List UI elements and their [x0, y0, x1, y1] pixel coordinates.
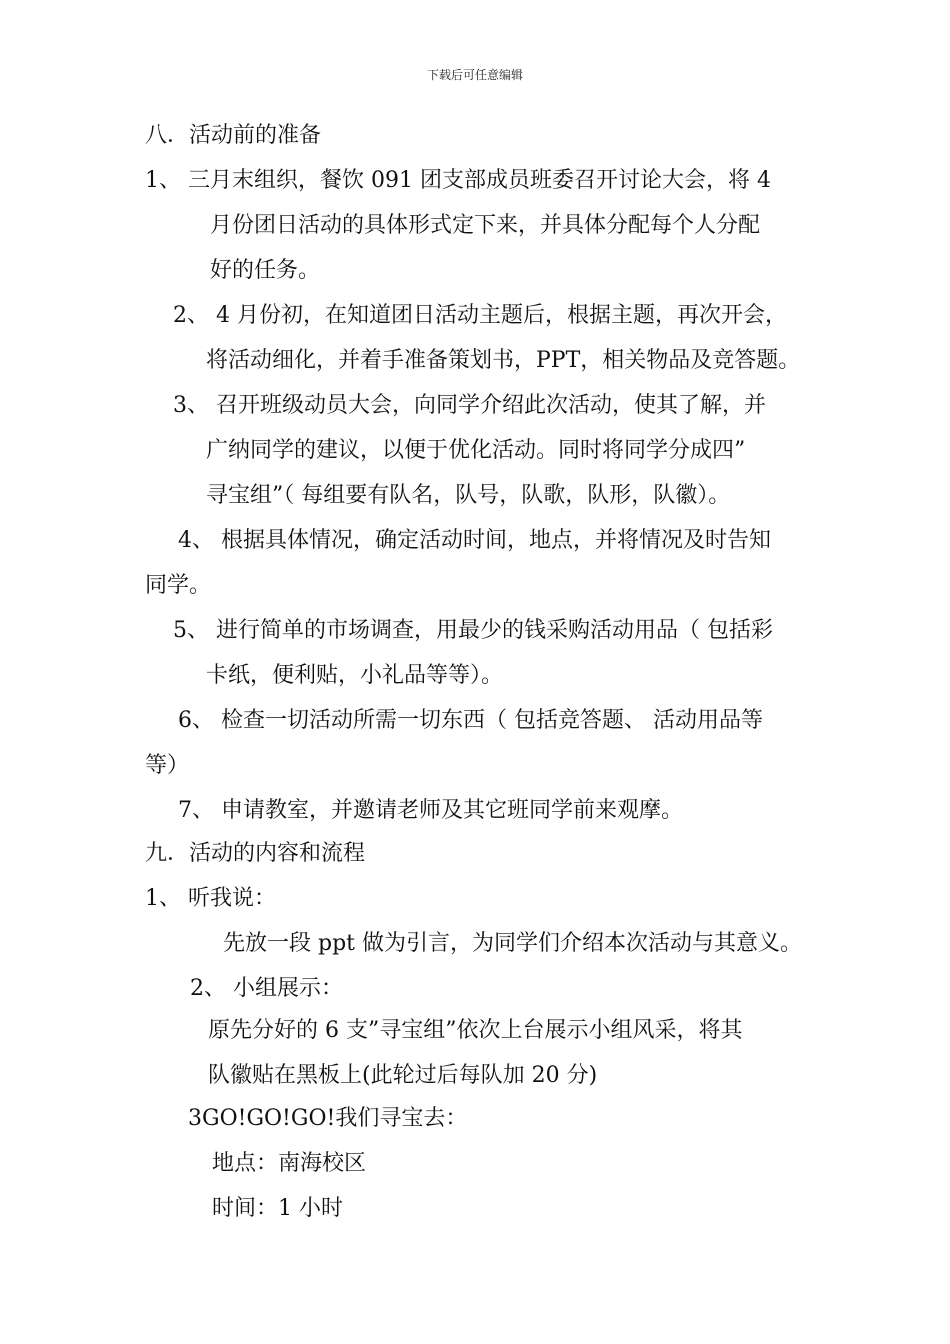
flow-item-1: 1、 听我说：	[145, 886, 276, 911]
flow-item-2-desc: 原先分好的 6 支”寻宝组”依次上台展示小组风采，将其	[208, 1018, 743, 1043]
list-item-1: 1、 三月末组织，餐饮 091 团支部成员班委召开讨论大会，将 4	[145, 168, 771, 193]
flow-item-3-time: 时间：1 小时	[212, 1196, 343, 1221]
page-header-note: 下载后可任意编辑	[426, 68, 523, 82]
list-item-4-cont: 同学。	[145, 573, 212, 598]
list-item-5: 5、 进行简单的市场调查，用最少的钱采购活动用品（ 包括彩	[173, 618, 773, 643]
list-item-3: 3、 召开班级动员大会，向同学介绍此次活动，使其了解，并	[173, 393, 766, 418]
section-heading-8: 八．活动前的准备	[145, 123, 322, 148]
list-item-6-cont: 等）	[145, 753, 190, 778]
flow-item-2: 2、 小组展示：	[190, 976, 343, 1001]
flow-item-3-location: 地点：南海校区	[212, 1151, 367, 1176]
list-item-5-cont: 卡纸，便利贴，小礼品等等）。	[206, 663, 504, 688]
list-item-6: 6、 检查一切活动所需一切东西（ 包括竞答题、 活动用品等	[178, 708, 763, 733]
list-item-7: 7、 申请教室，并邀请老师及其它班同学前来观摩。	[178, 798, 683, 823]
list-item-4: 4、 根据具体情况，确定活动时间，地点，并将情况及时告知	[178, 528, 771, 553]
section-heading-9: 九．活动的内容和流程	[145, 841, 366, 866]
list-item-2-cont: 将活动细化，并着手准备策划书，PPT，相关物品及竞答题。	[206, 348, 801, 373]
list-item-1-cont: 月份团日活动的具体形式定下来，并具体分配每个人分配	[210, 213, 761, 238]
list-item-3-cont: 寻宝组”（ 每组要有队名，队号，队歌，队形，队徽）。	[206, 483, 731, 508]
flow-item-3: 3GO!GO!GO!我们寻宝去：	[188, 1106, 468, 1131]
flow-item-2-desc: 队徽贴在黑板上(此轮过后每队加 20 分)	[208, 1063, 598, 1088]
list-item-1-cont: 好的任务。	[210, 258, 321, 283]
flow-item-1-desc: 先放一段 ppt 做为引言，为同学们介绍本次活动与其意义。	[223, 931, 802, 956]
list-item-3-cont: 广纳同学的建议，以便于优化活动。同时将同学分成四”	[206, 438, 746, 463]
list-item-2: 2、 4 月份初，在知道团日活动主题后，根据主题，再次开会，	[173, 303, 787, 328]
